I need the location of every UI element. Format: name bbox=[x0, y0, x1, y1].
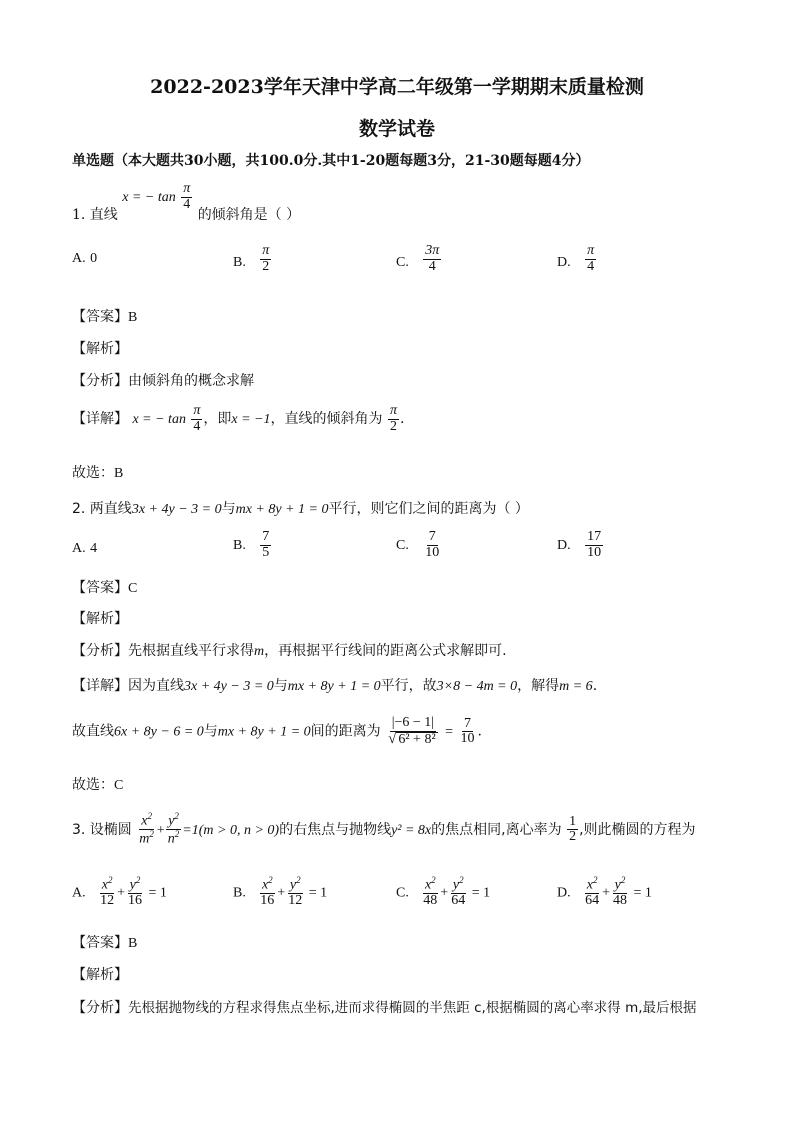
q2-option-d-label: D. bbox=[557, 538, 571, 554]
q3-ellipse-x: $\frac{x^2}{m^2}$ bbox=[139, 811, 154, 847]
q2-so-equals: = bbox=[445, 724, 454, 740]
q1-option-d bbox=[557, 243, 597, 274]
q1-detail-frac-num: π bbox=[193, 403, 201, 418]
q1-frac bbox=[181, 182, 192, 212]
answer-tag: 【答案】 bbox=[72, 309, 128, 325]
q3-option-c: C. $\frac{x^2}{48}$ + $\frac{y^2}{64}$ = 1 bbox=[396, 875, 491, 909]
q3-number: 3. 设椭圆 bbox=[72, 821, 132, 838]
q1-option-b-num: π bbox=[262, 243, 270, 258]
q2-fenxi-text-1: 先根据直线平行求得 bbox=[128, 643, 254, 659]
q2-detail-end: . bbox=[592, 678, 598, 694]
q2-distance bbox=[72, 716, 482, 747]
q2-detail-text-1: 因为直线 bbox=[128, 678, 184, 694]
q3-option-a-a: 12 bbox=[100, 893, 115, 909]
q3-mid: 的右焦点与抛物线 bbox=[279, 821, 392, 838]
q1-option-c-frac bbox=[423, 244, 441, 274]
q2-option-c-den: 10 bbox=[425, 544, 440, 560]
q1-lhs: x = − tan bbox=[122, 190, 176, 206]
q1-detail-frac2 bbox=[388, 404, 399, 434]
q1-option-b-frac bbox=[260, 244, 271, 274]
q1-option-c-den: 4 bbox=[428, 258, 436, 274]
q2-detail-eq4: m = 6 bbox=[559, 679, 593, 694]
q3-option-a-label: A. bbox=[72, 885, 86, 901]
fenxi-tag: 【分析】 bbox=[72, 1000, 128, 1016]
q2-answer-value: C bbox=[128, 581, 138, 596]
q3-option-d-a: 64 bbox=[585, 893, 600, 909]
q1-detail-frac2-den: 2 bbox=[389, 418, 397, 434]
q3-jiexi: 【解析】 bbox=[72, 967, 128, 983]
q2-so-text-2: 与 bbox=[203, 723, 218, 740]
q1-option-d-frac bbox=[585, 244, 596, 274]
q2-so-eq1: 6x + 8y − 6 = 0 bbox=[114, 724, 204, 740]
q1-fenxi-text: 由倾斜角的概念求解 bbox=[128, 373, 254, 389]
q3-fenxi bbox=[72, 996, 697, 1017]
q3-option-c-a: 48 bbox=[423, 893, 438, 909]
q3-option-b-a: 16 bbox=[260, 893, 275, 909]
q3-fenxi-text: 先根据抛物线的方程求得焦点坐标,进而求得椭圆的半焦距 c,根据椭圆的离心率求得 m,最后根据 bbox=[128, 1000, 697, 1016]
q2-tail: 平行，则它们之间的距离为（ ） bbox=[328, 501, 529, 517]
q2-option-a-label: A. bbox=[72, 541, 86, 556]
q1-detail-text-2: ，直线的倾斜角为 bbox=[270, 411, 383, 428]
page-subtitle: 数学试卷 bbox=[358, 118, 435, 140]
xiangjie-tag: 【详解】 bbox=[72, 678, 128, 694]
q2-so-text-3: 间的距离为 bbox=[310, 723, 381, 740]
q2-option-d-frac bbox=[585, 530, 603, 560]
q2-detail-eq1: 3x + 4y − 3 = 0 bbox=[184, 679, 274, 694]
q1-option-c-num: 3π bbox=[425, 243, 440, 258]
q1-option-d-num: π bbox=[587, 243, 595, 258]
q1-option-a bbox=[72, 250, 97, 267]
q3-option-b-b: 12 bbox=[288, 893, 303, 909]
q1-frac-num: π bbox=[183, 181, 191, 196]
guxuan-tag: 故选： bbox=[72, 465, 114, 481]
q2-option-b-label: B. bbox=[233, 538, 246, 554]
q2-distance-frac: $\frac{|-6 - 1|}{\text{√ 6² + 8²}}$ bbox=[388, 715, 436, 747]
q2-option-b-den: 5 bbox=[262, 544, 270, 560]
q2-detail-text-2: 与 bbox=[273, 678, 288, 694]
q1-detail bbox=[72, 404, 404, 434]
q1-detail-eq2: x = −1 bbox=[231, 412, 271, 428]
q1-option-d-label: D. bbox=[557, 255, 571, 271]
q2-option-b-num: 7 bbox=[262, 529, 270, 544]
q2-option-c bbox=[396, 530, 442, 560]
q2-mid: 与 bbox=[221, 501, 236, 517]
q2-number: 2. 两直线 bbox=[72, 501, 132, 517]
q1-choice-value: B bbox=[114, 466, 124, 481]
q1-option-b bbox=[233, 243, 272, 274]
answer-tag: 【答案】 bbox=[72, 580, 128, 596]
q2-fenxi bbox=[72, 640, 507, 660]
q3-option-d-label: D. bbox=[557, 885, 571, 901]
q3-option-c-label: C. bbox=[396, 885, 409, 901]
q1-option-a-value: 0 bbox=[90, 251, 98, 266]
q2-option-d bbox=[557, 530, 604, 560]
answer-tag: 【答案】 bbox=[72, 935, 128, 951]
q3-condition: =1(m > 0, n > 0) bbox=[182, 822, 280, 838]
q1-detail-frac bbox=[191, 404, 202, 434]
q3-option-b: B. $\frac{x^2}{16}$ + $\frac{y^2}{12}$ = 1 bbox=[233, 875, 328, 909]
q3-ellipse-y: $\frac{y^2}{n^2}$ bbox=[167, 811, 180, 847]
q2-so-text-1: 故直线 bbox=[72, 723, 114, 740]
q2-so-end: . bbox=[477, 723, 482, 740]
q1-detail-eq: x = − tan bbox=[132, 412, 186, 428]
q2-so-eq2: mx + 8y + 1 = 0 bbox=[217, 724, 311, 740]
q1-option-b-label: B. bbox=[233, 255, 246, 271]
q2-detail-eq2: mx + 8y + 1 = 0 bbox=[287, 679, 381, 694]
q2-eq2: mx + 8y + 1 = 0 bbox=[235, 502, 329, 517]
q3-option-a: A. $\frac{x^2}{12}$ + $\frac{y^2}{16}$ = 1 bbox=[72, 875, 167, 909]
q2-choice-value: C bbox=[114, 778, 124, 793]
q3-e-den: 2 bbox=[569, 829, 577, 845]
q1-detail-end: . bbox=[400, 411, 405, 428]
q2-eq1: 3x + 4y − 3 = 0 bbox=[131, 502, 222, 517]
q1-option-c bbox=[396, 243, 442, 274]
question-3: 3. 设椭圆 $\frac{x^2}{m^2}$ + $\frac{y^2}{n^2}$ =1(m > 0, n > 0)的右焦点与抛物线y² = 8x的焦点相同,离心率为 $\frac{1}{2}$ ,则此椭圆的方程为 bbox=[72, 811, 696, 847]
q3-option-a-b: 16 bbox=[127, 893, 142, 909]
q3-option-b-label: B. bbox=[233, 885, 246, 901]
q2-option-c-label: C. bbox=[396, 538, 409, 554]
q2-jiexi: 【解析】 bbox=[72, 611, 128, 627]
q2-option-a-value: 4 bbox=[90, 541, 98, 556]
q2-detail-text-3: 平行，故 bbox=[380, 678, 437, 694]
q1-detail-frac-den: 4 bbox=[193, 418, 201, 434]
q1-option-c-label: C. bbox=[396, 255, 409, 271]
q2-distance-den: 6² + 8² bbox=[398, 731, 436, 747]
q1-choice bbox=[72, 462, 123, 482]
q2-option-a bbox=[72, 540, 97, 557]
q1-option-b-den: 2 bbox=[262, 258, 270, 274]
xiangjie-tag: 【详解】 bbox=[72, 411, 128, 428]
q2-answer bbox=[72, 577, 137, 597]
fenxi-tag: 【分析】 bbox=[72, 373, 128, 389]
q2-distance-result bbox=[458, 717, 476, 747]
q2-fenxi-text-2: ，再根据平行线间的距离公式求解即可. bbox=[264, 643, 507, 659]
q2-result-num: 7 bbox=[463, 715, 471, 731]
q1-answer-value: B bbox=[128, 310, 138, 325]
section-heading: 单选题（本大题共30小题，共100.0分.其中1-20题每题3分，21-30题每题4分） bbox=[72, 153, 590, 169]
q2-result-den: 10 bbox=[460, 731, 475, 747]
q1-detail-frac2-num: π bbox=[389, 403, 397, 418]
question-2 bbox=[72, 498, 529, 518]
page-title: 2022-2023学年天津中学高二年级第一学期期末质量检测 bbox=[150, 76, 644, 98]
q3-option-c-b: 64 bbox=[451, 893, 466, 909]
q2-option-d-num: 17 bbox=[587, 529, 602, 544]
q1-tail: 的倾斜角是（ ） bbox=[197, 207, 301, 224]
q2-detail bbox=[72, 675, 597, 695]
q3-parabola: y² = 8x bbox=[391, 822, 432, 838]
q1-number: 1. 直线 bbox=[72, 207, 118, 224]
q3-e-num: 1 bbox=[569, 813, 577, 829]
question-1 bbox=[72, 181, 301, 224]
q2-detail-text-4: ，解得 bbox=[517, 678, 560, 694]
q1-detail-text-1: ，即 bbox=[203, 411, 232, 428]
q3-option-d-b: 48 bbox=[612, 893, 627, 909]
q2-option-b-frac bbox=[260, 530, 271, 560]
q2-option-d-den: 10 bbox=[587, 544, 602, 560]
q1-frac-den: 4 bbox=[183, 196, 191, 212]
q3-eccentricity bbox=[567, 815, 578, 845]
q2-option-b bbox=[233, 530, 272, 560]
q3-answer bbox=[72, 932, 137, 952]
q2-distance-num: |−6 − 1| bbox=[391, 715, 435, 730]
q3-tail: ,则此椭圆的方程为 bbox=[579, 821, 696, 838]
q1-fenxi bbox=[72, 370, 254, 390]
fenxi-tag: 【分析】 bbox=[72, 643, 128, 659]
q2-option-c-num: 7 bbox=[428, 529, 436, 544]
guxuan-tag: 故选： bbox=[72, 777, 114, 793]
q2-detail-eq3: 3×8 − 4m = 0 bbox=[436, 679, 518, 694]
q3-mid2: 的焦点相同,离心率为 bbox=[431, 821, 562, 838]
q3-answer-value: B bbox=[128, 936, 138, 951]
q1-option-d-den: 4 bbox=[587, 258, 595, 274]
q1-jiexi: 【解析】 bbox=[72, 341, 128, 357]
q2-choice bbox=[72, 774, 123, 794]
q1-answer bbox=[72, 306, 137, 326]
q2-option-c-frac bbox=[423, 530, 441, 560]
q1-option-a-label: A. bbox=[72, 251, 86, 266]
q3-option-d: D. $\frac{x^2}{64}$ + $\frac{y^2}{48}$ = 1 bbox=[557, 875, 652, 909]
q2-fenxi-m: m bbox=[254, 644, 265, 659]
